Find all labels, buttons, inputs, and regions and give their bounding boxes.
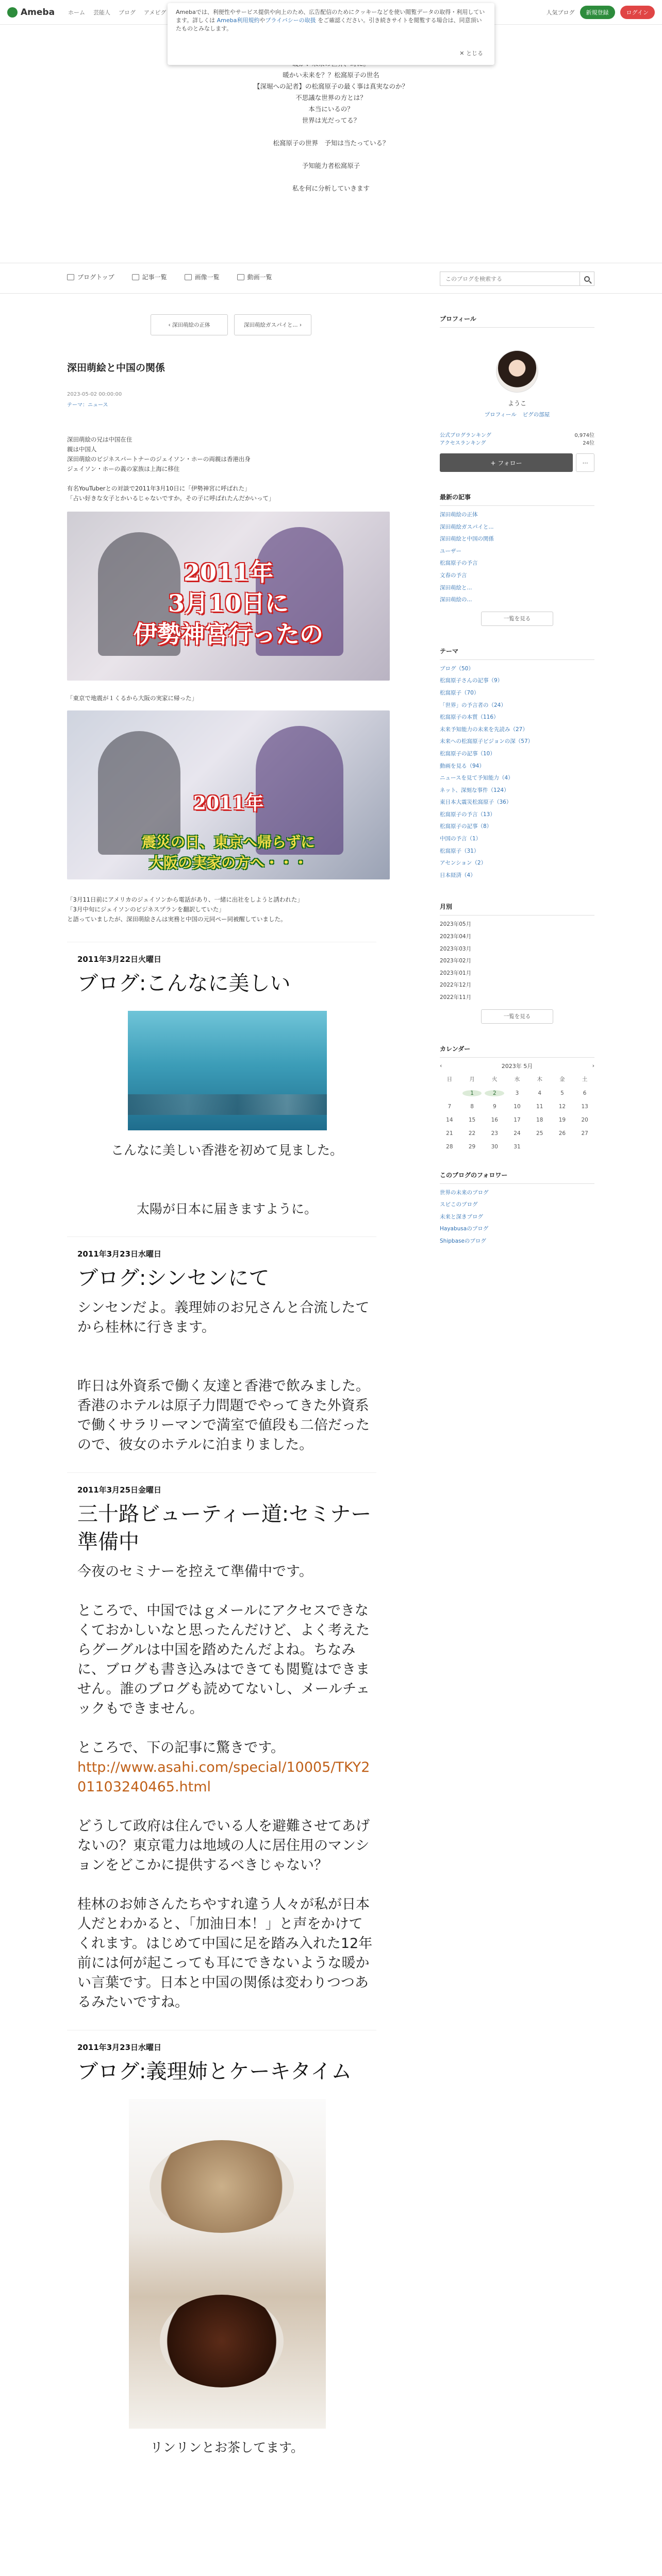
intro-line: 有名YouTuberとの対談で2011年3月10日に「伊勢神宮に呼ばれた」: [67, 485, 251, 492]
month-link[interactable]: 2023年01月: [440, 970, 472, 976]
tab-label: ブログトップ: [77, 274, 114, 281]
camera-icon: [185, 274, 192, 280]
rank-value-2: 24位: [583, 440, 594, 446]
calendar-day: 9: [492, 1103, 496, 1110]
entry-date: 2023-05-02 00:00:00: [67, 392, 122, 397]
calendar-day[interactable]: 2: [485, 1090, 504, 1096]
next-entry-label: 深田萌絵ガスパイと...: [243, 322, 298, 328]
cake-plate-top: [150, 2140, 294, 2233]
calendar-day: 24: [514, 1130, 521, 1137]
calendar-grid: [440, 1075, 594, 1150]
follower-list: [440, 1187, 594, 1248]
recent-entry-link[interactable]: 松窩原子の予言: [440, 560, 478, 567]
calendar-day: 4: [538, 1090, 542, 1096]
theme-link[interactable]: 松窩原子（70）: [440, 689, 479, 696]
calendar-day: 10: [514, 1103, 521, 1110]
prev-entry-button[interactable]: ‹ 深田萌絵の正体: [151, 314, 228, 335]
blog-screenshot-3: [67, 1472, 376, 2012]
intro-line: 深田萌絵のビジネスパートナーのジェイソン・ホーの両親は香港出身: [67, 455, 251, 463]
intro-line: 深田萌絵の兄は中国在住: [67, 436, 133, 443]
blog-desc-line: 不思議な世界の方とは？: [295, 94, 367, 101]
theme-link[interactable]: 中国の予言（1）: [440, 836, 482, 842]
followers: [440, 1171, 594, 1248]
follower-link[interactable]: Shipbaseのブログ: [440, 1238, 486, 1244]
rank-value-1: 0,974位: [574, 433, 594, 438]
notice-text: Amebaでは、利便性やサービス提供や向上のため、広告配信のためにクッキーなどを使い閲覧データの取得・利用しています。詳しくは: [176, 9, 485, 24]
theme-link[interactable]: 松窩原子の予言（13）: [440, 811, 495, 818]
after-image-line: 「3月11日前にアメリカのジェイソンから電話があり、一緒に出社をしようと誘われた」: [67, 896, 303, 903]
top-nav-celeb[interactable]: 芸能人: [93, 9, 111, 16]
logo-text: Ameba: [21, 7, 55, 18]
theme-list: [440, 663, 594, 882]
theme-link[interactable]: ネット、深刻な事件（124）: [440, 787, 509, 793]
scan-paragraph: ところで、中国ではｇメールにアクセスできなくておかしいなと思ったんだけど、よく考えたらグーグルは中国を踏めたんだよね。ちなみに、ブログも書き込みはできても閲覧はできません。誰のブログも読めてないし、メールチェックもできません。: [77, 1603, 370, 1717]
calendar-heading: カレンダー: [440, 1044, 594, 1058]
main-content: [67, 314, 395, 2458]
scan-paragraph: [67, 1875, 376, 1895]
after-image-line: と語っていましたが、深田萌絵さんは実務と中国の元同ペー同被醒していました。: [67, 916, 287, 923]
scan-paragraph: [67, 1337, 376, 1357]
month-list: [440, 919, 594, 1004]
tab-label: 記事一覧: [142, 274, 167, 281]
month-link[interactable]: 2022年11月: [440, 994, 472, 1001]
calendar-weekday: 水: [514, 1076, 520, 1082]
calendar-day: 14: [446, 1116, 453, 1123]
popular-blog-link[interactable]: 人気ブログ: [546, 9, 575, 16]
top-nav-home[interactable]: ホーム: [68, 9, 86, 16]
scan-heading: ブログ:義理姉とケーキタイム: [77, 2060, 352, 2083]
months-heading: 月別: [440, 902, 594, 916]
recent-entry-link[interactable]: 深田萌絵と中国の関係: [440, 536, 494, 543]
theme-link[interactable]: 松窩原子の記事（10）: [440, 750, 495, 757]
blog-desc-line: 【深堀への記者】の松窩原子の最く事は真実なのか？: [253, 82, 408, 90]
entry-intro: [67, 435, 395, 503]
blog-desc-line: 本当にいるの？: [308, 105, 354, 113]
follower-link[interactable]: スピこのブログ: [440, 1201, 478, 1208]
profile-heading: プロフィール: [440, 314, 594, 328]
scan-date: 2011年3月23日水曜日: [77, 2043, 162, 2052]
calendar-day: 8: [470, 1103, 474, 1110]
search-icon: [584, 276, 590, 282]
scan-paragraph: [67, 1719, 376, 1738]
search-button[interactable]: [580, 272, 594, 285]
calendar-day: 22: [468, 1130, 476, 1137]
calendar-day: 5: [560, 1090, 564, 1096]
list-icon: [132, 274, 139, 280]
calendar-day: 20: [581, 1116, 588, 1123]
scan-paragraph: どうして政府は住んでいる人を避難させてあげないの？東京電力は地域の人に居住用のマンションをどこかに提供するべきじゃない？: [77, 1818, 370, 1873]
scan-heading: ブログ:シンセンにて: [77, 1266, 270, 1290]
intro-line: 「占い好きな女子とかいるじゃないですか。その子に呼ばれたんだかいって」: [67, 495, 275, 502]
calendar-day: 17: [514, 1116, 521, 1123]
cookie-notice: [168, 3, 494, 65]
terms-link[interactable]: Ameba利用規約: [217, 17, 260, 24]
theme-link[interactable]: 「世界」の予言者の（24）: [440, 702, 506, 708]
image-caption: 「東京で地震が１くるから大阪の実家に帰った」: [67, 694, 197, 702]
follower-link[interactable]: 未来と深きブログ: [440, 1213, 483, 1220]
scan-paragraph: [67, 1160, 376, 1180]
theme-link[interactable]: 東日本大震災松窩原子（36）: [440, 799, 512, 806]
recent-entry-link[interactable]: ユーザー: [440, 548, 461, 554]
calendar-day: 13: [581, 1103, 588, 1110]
theme-link[interactable]: アセンション（2）: [440, 860, 487, 867]
calendar-day: 21: [446, 1130, 453, 1137]
calendar-day: 15: [468, 1116, 476, 1123]
month-link[interactable]: 2023年05月: [440, 921, 472, 928]
top-nav: [68, 8, 166, 16]
calendar-day: 31: [514, 1143, 521, 1150]
theme-link[interactable]: 動画を見る（94）: [440, 762, 485, 769]
privacy-link[interactable]: プライバシーの取扱: [265, 17, 316, 24]
tab-videos[interactable]: [237, 273, 272, 281]
profile-link[interactable]: プロフィール: [484, 412, 517, 418]
scan-paragraph: [67, 1357, 376, 1377]
calendar-day: [530, 1144, 550, 1150]
image-overlay-text: 2011年 3月10日に 伊勢神宮行ったの: [134, 558, 323, 648]
scan-paragraph: こんなに美しい香港を初めて見ました。: [110, 1143, 343, 1158]
tab-blog-top[interactable]: [67, 273, 114, 281]
themes: [440, 647, 594, 882]
calendar-day: 12: [558, 1103, 566, 1110]
after-image-line: 「3月中旬にジェイソンのビジネスプランを翻訳していた」: [67, 906, 225, 913]
video-still-image-2[interactable]: [67, 710, 390, 879]
calendar: [440, 1044, 594, 1150]
theme-link[interactable]: 松窩原子（31）: [440, 848, 479, 854]
themes-heading: テーマ: [440, 647, 594, 660]
theme-link[interactable]: 日本経済（4）: [440, 872, 476, 878]
tab-articles[interactable]: [132, 273, 167, 281]
follower-link[interactable]: 世界の未来のブログ: [440, 1189, 489, 1196]
blog-desc-line: 世界は光だってる？: [302, 116, 360, 124]
monthly-archive: [440, 902, 594, 1023]
blog-description: [0, 58, 662, 194]
top-nav-blog[interactable]: ブログ: [119, 9, 136, 16]
scan-paragraph: 太陽が日本に届きますように。: [136, 1201, 317, 1216]
tab-label: 画像一覧: [194, 274, 220, 281]
scan-date: 2011年3月25日金曜日: [77, 1485, 162, 1495]
ranking-box: [440, 432, 594, 447]
entry-theme-link[interactable]: テーマ：ニュース: [67, 402, 108, 408]
recent-entry-link[interactable]: 文春の予言: [440, 572, 467, 579]
recent-entry-link[interactable]: 深田萌絵の...: [440, 597, 472, 603]
access-ranking-link[interactable]: アクセスランキング: [440, 440, 486, 446]
blog-screenshot-4: [67, 2030, 376, 2458]
ameba-logo-icon: [7, 7, 18, 18]
calendar-prev-button[interactable]: ‹: [440, 1062, 442, 1070]
more-options-button[interactable]: [576, 453, 594, 472]
ameba-logo[interactable]: [7, 7, 55, 18]
tab-images[interactable]: [185, 273, 220, 281]
blog-desc-line: [0, 149, 662, 160]
pigg-room-link[interactable]: ピグの部屋: [522, 412, 550, 418]
calendar-weekday: 土: [582, 1076, 588, 1082]
month-link[interactable]: 2022年12月: [440, 982, 472, 989]
months-more-button[interactable]: 一覧を見る: [481, 1009, 553, 1024]
avatar[interactable]: [496, 350, 538, 393]
scan-paragraph: [67, 1180, 376, 1199]
scan-paragraph: [67, 1797, 376, 1817]
blog-desc-line: 暖かい未来を？？松窩原子の世名: [283, 71, 379, 79]
scan-paragraph: 今夜のセミナーを控えて準備中です。: [77, 1564, 313, 1580]
calendar-day: 7: [448, 1103, 452, 1110]
home-icon: [67, 274, 74, 280]
hong-kong-harbor-photo: [128, 1011, 327, 1130]
notice-text-mid: や: [259, 17, 266, 24]
blog-desc-line: 松窩原子の世界 予知は当たっている？: [273, 139, 389, 147]
cake-photo: [129, 2099, 326, 2429]
intro-line: 親は中国人: [67, 446, 97, 453]
prev-entry-label: 深田萌絵の正体: [172, 322, 210, 328]
theme-link[interactable]: 松窩原子さんの記事（9）: [440, 677, 503, 684]
recent-list: [440, 509, 594, 606]
calendar-day: 27: [581, 1130, 588, 1137]
blog-desc-line: [0, 126, 662, 138]
blog-search: [440, 272, 594, 286]
scan-date: 2011年3月23日水曜日: [77, 1249, 162, 1259]
scan-paragraph: 桂林のお姉さんたちやすれ違う人々が私が日本人だとわかると、「加油日本！」と声をかけてくれます。はじめて中国に足を踏み入れた12年前には何が起こっても耳にできないような暖かい言葉です。日本と中国の関係は変わりつつあるみたいですね。: [77, 1896, 373, 2010]
calendar-day: 6: [583, 1090, 587, 1096]
theme-link[interactable]: 松窩原子の記事（8）: [440, 823, 492, 830]
month-link[interactable]: 2023年04月: [440, 934, 472, 940]
notice-text-2: をご確認ください。引き続きサイトを閲覧する場合は、同意頂いたものとみなします。: [176, 17, 482, 32]
cake-plate-bottom: [160, 2295, 284, 2387]
theme-link[interactable]: 松窩原子の本質（116）: [440, 714, 499, 721]
calendar-day: 28: [446, 1143, 453, 1150]
scan-date: 2011年3月22日火曜日: [77, 955, 162, 964]
theme-link[interactable]: ニュースを見て予知能力（4）: [440, 775, 514, 782]
more-icon: ⋯: [582, 459, 588, 466]
calendar-day: 11: [536, 1103, 543, 1110]
recent-entries-heading: 最新の記事: [440, 493, 594, 506]
calendar-day: 26: [558, 1130, 566, 1137]
calendar-weekday: 月: [469, 1076, 475, 1082]
entry-title[interactable]: 深田萌絵と中国の関係: [67, 362, 166, 374]
video-icon: [237, 274, 244, 280]
scan-paragraph: ところで、下の記事に驚きです。: [77, 1740, 285, 1756]
calendar-day: 30: [491, 1143, 498, 1150]
calendar-day: [440, 1090, 459, 1096]
tab-label: 動画一覧: [247, 274, 272, 281]
video-still-image-1[interactable]: [67, 512, 390, 681]
calendar-weekday: 日: [446, 1076, 453, 1082]
search-input[interactable]: [440, 276, 580, 282]
notice-close-label: とじる: [466, 50, 483, 57]
blog-screenshot-2: [67, 1236, 376, 1455]
top-right: [547, 6, 655, 19]
calendar-day: [553, 1144, 572, 1150]
calendar-day: [575, 1144, 594, 1150]
blog-nav: [0, 263, 662, 294]
calendar-day[interactable]: 1: [462, 1090, 482, 1096]
scan-paragraph: [67, 1582, 376, 1601]
entry-pager: [67, 314, 395, 335]
login-button[interactable]: ログイン: [620, 6, 655, 19]
calendar-day: 3: [515, 1090, 519, 1096]
recent-entry-link[interactable]: 深田萌絵の正体: [440, 512, 478, 518]
blog-tabs: [67, 273, 272, 281]
scan-paragraph: 昨日は外資系で働く友達と香港で飲みました。香港のホテルは原子力問題でやってきた外資系で働くサラリーマンで満室で値段も二倍だったので、彼女のホテルに泊まりました。: [77, 1378, 370, 1453]
image-overlay-year: 2011年: [193, 792, 264, 814]
profile-name[interactable]: ようこ: [507, 400, 526, 407]
blog-screenshot-1: [67, 942, 376, 1219]
calendar-weekday: 木: [537, 1076, 542, 1082]
calendar-day: 16: [491, 1116, 498, 1123]
notice-close-button[interactable]: ✕ とじる: [459, 50, 483, 57]
sidebar: [440, 314, 594, 1248]
calendar-weekday: 火: [492, 1076, 498, 1082]
calendar-day: 25: [536, 1130, 543, 1137]
calendar-day: 29: [468, 1143, 476, 1150]
blog-desc-line: 予知能力者松窩原子: [302, 162, 360, 170]
intro-line: ジェイソン・ホーの義の家族は上海に移住: [67, 465, 180, 472]
top-nav-pigg[interactable]: アメピグ: [144, 9, 167, 16]
theme-link[interactable]: 未来への松窩原子ビジョンの深（57）: [440, 738, 534, 745]
recent-entry-link[interactable]: 深田萌絵ガスパイと...: [440, 523, 494, 530]
official-ranking-link[interactable]: 公式ブログランキング: [440, 433, 491, 438]
scan-heading: ブログ:こんなに美しい: [77, 972, 291, 995]
recent-entries: [440, 493, 594, 626]
calendar-next-button[interactable]: ›: [592, 1062, 594, 1070]
profile-links: [440, 411, 594, 418]
blog-desc-line: 私を何に分析していきます: [292, 184, 370, 192]
scan-paragraph: シンセンだよ。義理姉のお兄さんと合流したてから桂林に行きます。: [77, 1300, 370, 1335]
register-button[interactable]: 新規登録: [580, 6, 615, 19]
theme-link[interactable]: ブログ（50）: [440, 665, 474, 672]
calendar-day: 19: [558, 1116, 566, 1123]
recent-more-button[interactable]: 一覧を見る: [481, 612, 553, 626]
calendar-day: 18: [536, 1116, 543, 1123]
asahi-article-link[interactable]: http://www.asahi.com/special/10005/TKY201103240465.html: [77, 1759, 370, 1795]
follower-link[interactable]: Hayabusaのブログ: [440, 1226, 489, 1232]
scan-paragraph: リンリンとお茶してます。: [150, 2440, 304, 2455]
calendar-day: 23: [491, 1130, 498, 1137]
follow-button[interactable]: + フォロー: [440, 453, 573, 472]
next-entry-button[interactable]: 深田萌絵ガスパイと... ›: [234, 314, 311, 335]
entry-after-image: [67, 895, 395, 924]
follow-row: [440, 453, 594, 472]
recent-entry-link[interactable]: 深田萌絵と...: [440, 584, 472, 591]
theme-link[interactable]: 未来予知能力の未来を先読み（27）: [440, 726, 528, 733]
calendar-weekday: 金: [559, 1076, 565, 1082]
followers-heading: このブログのフォロワー: [440, 1171, 594, 1184]
month-link[interactable]: 2023年03月: [440, 945, 472, 952]
month-link[interactable]: 2023年02月: [440, 958, 472, 964]
calendar-month: 2023年 5月: [501, 1062, 533, 1070]
intro-line: [67, 474, 395, 484]
scan-heading: 三十路ビューティー道:セミナー準備中: [77, 1502, 372, 1554]
image-overlay-text: 震災の日、東京へ帰らずに 大阪の実家の方へ・・・: [141, 834, 315, 871]
calendar-header: [440, 1062, 594, 1070]
blog-desc-line: [0, 172, 662, 183]
